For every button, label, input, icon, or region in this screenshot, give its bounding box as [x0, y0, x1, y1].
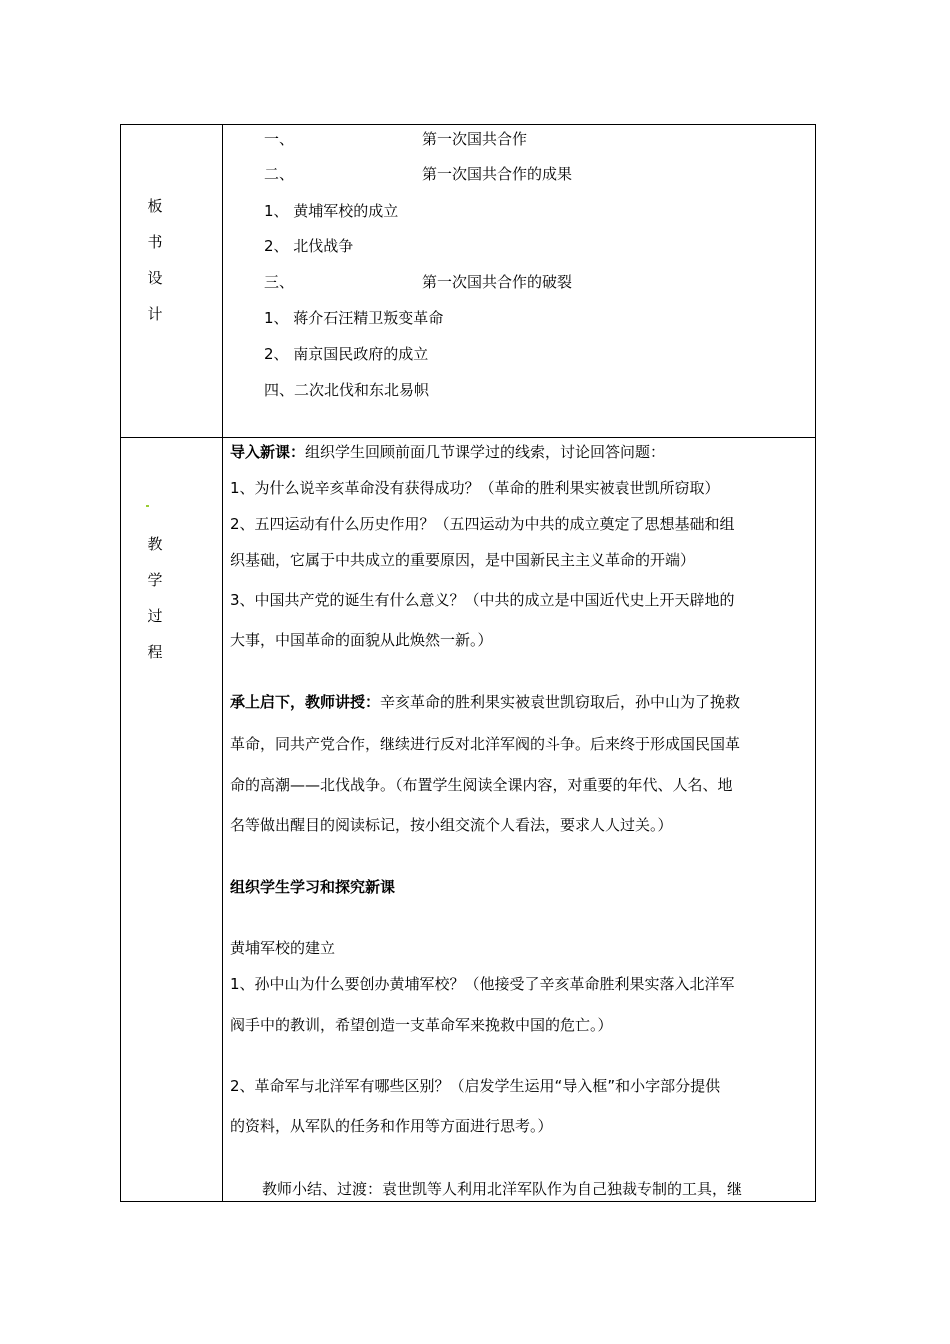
process-label-char: 过 — [147, 607, 163, 625]
transition-line: 名等做出醒目的阅读标记，按小组交流个人看法，要求人人过关。） — [230, 816, 673, 834]
transition-line: 革命，同共产党合作，继续进行反对北洋军阀的斗争。后来终于形成国民国革 — [230, 735, 741, 753]
transition-line — [230, 692, 740, 712]
table-bottom-border — [120, 1201, 816, 1202]
summary-line: 教师小结、过渡：袁世凯等人利用北洋军队作为自己独裁专制的工具，继 — [262, 1180, 743, 1198]
board-label-char: 设 — [147, 269, 163, 287]
question-line: 的资料，从军队的任务和作用等方面进行思考。） — [230, 1117, 553, 1135]
process-label-char: 学 — [147, 571, 163, 589]
board-row-text: 1、 黄埔军校的成立 — [264, 202, 399, 220]
question-line: 织基础，它属于中共成立的重要原因，是中国新民主主义革命的开端） — [230, 551, 696, 569]
board-row-number: 三、 — [264, 273, 295, 291]
intro-text: 组织学生回顾前面几节课学过的线索，讨论回答问题： — [305, 443, 666, 461]
question-line: 3、中国共产党的诞生有什么意义？（中共的成立是中国近代史上开天辟地的 — [230, 591, 735, 609]
mark-dot — [146, 505, 149, 507]
study-heading: 组织学生学习和探究新课 — [230, 878, 396, 896]
intro-line — [230, 442, 665, 462]
process-label-char: 程 — [147, 643, 163, 661]
board-label-char: 计 — [147, 305, 163, 323]
board-row-text: 1、 蒋介石汪精卫叛变革命 — [264, 309, 444, 327]
board-label-char: 书 — [147, 233, 163, 251]
question-line: 阀手中的教训，希望创造一支革命军来挽救中国的危亡。） — [230, 1016, 613, 1034]
board-row-text: 第一次国共合作的成果 — [422, 165, 573, 183]
board-row-text: 四、二次北伐和东北易帜 — [264, 381, 430, 399]
table-right-border — [815, 124, 816, 1202]
board-row-text: 2、 南京国民政府的成立 — [264, 345, 429, 363]
table-top-border — [120, 124, 816, 125]
question-line: 1、为什么说辛亥革命没有获得成功？（革命的胜利果实被袁世凯所窃取） — [230, 479, 720, 497]
question-line: 2、五四运动有什么历史作用？（五四运动为中共的成立奠定了思想基础和组 — [230, 515, 735, 533]
table-row-divider — [120, 437, 816, 438]
board-label-char: 板 — [147, 197, 163, 215]
process-label-char: 教 — [147, 535, 163, 553]
board-row-number: 一、 — [264, 130, 295, 148]
board-row-text: 2、 北伐战争 — [264, 237, 354, 255]
section-title: 黄埔军校的建立 — [230, 939, 336, 957]
board-row-number: 二、 — [264, 165, 295, 183]
transition-text: 辛亥革命的胜利果实被袁世凯窃取后，孙中山为了挽救 — [380, 693, 741, 711]
question-line: 2、革命军与北洋军有哪些区别？（启发学生运用“导入框”和小字部分提供 — [230, 1077, 721, 1095]
board-row-text: 第一次国共合作的破裂 — [422, 273, 573, 291]
intro-heading: 导入新课： — [230, 443, 306, 461]
table-column-divider — [222, 124, 223, 1202]
table-left-border — [120, 124, 121, 1202]
transition-heading: 承上启下，教师讲授： — [230, 693, 381, 711]
question-line: 大事，中国革命的面貌从此焕然一新。） — [230, 631, 493, 649]
board-row-text: 第一次国共合作 — [422, 130, 528, 148]
transition-line: 命的高潮——北伐战争。（布置学生阅读全课内容，对重要的年代、人名、地 — [230, 776, 733, 794]
question-line: 1、孙中山为什么要创办黄埔军校？（他接受了辛亥革命胜利果实落入北洋军 — [230, 975, 735, 993]
